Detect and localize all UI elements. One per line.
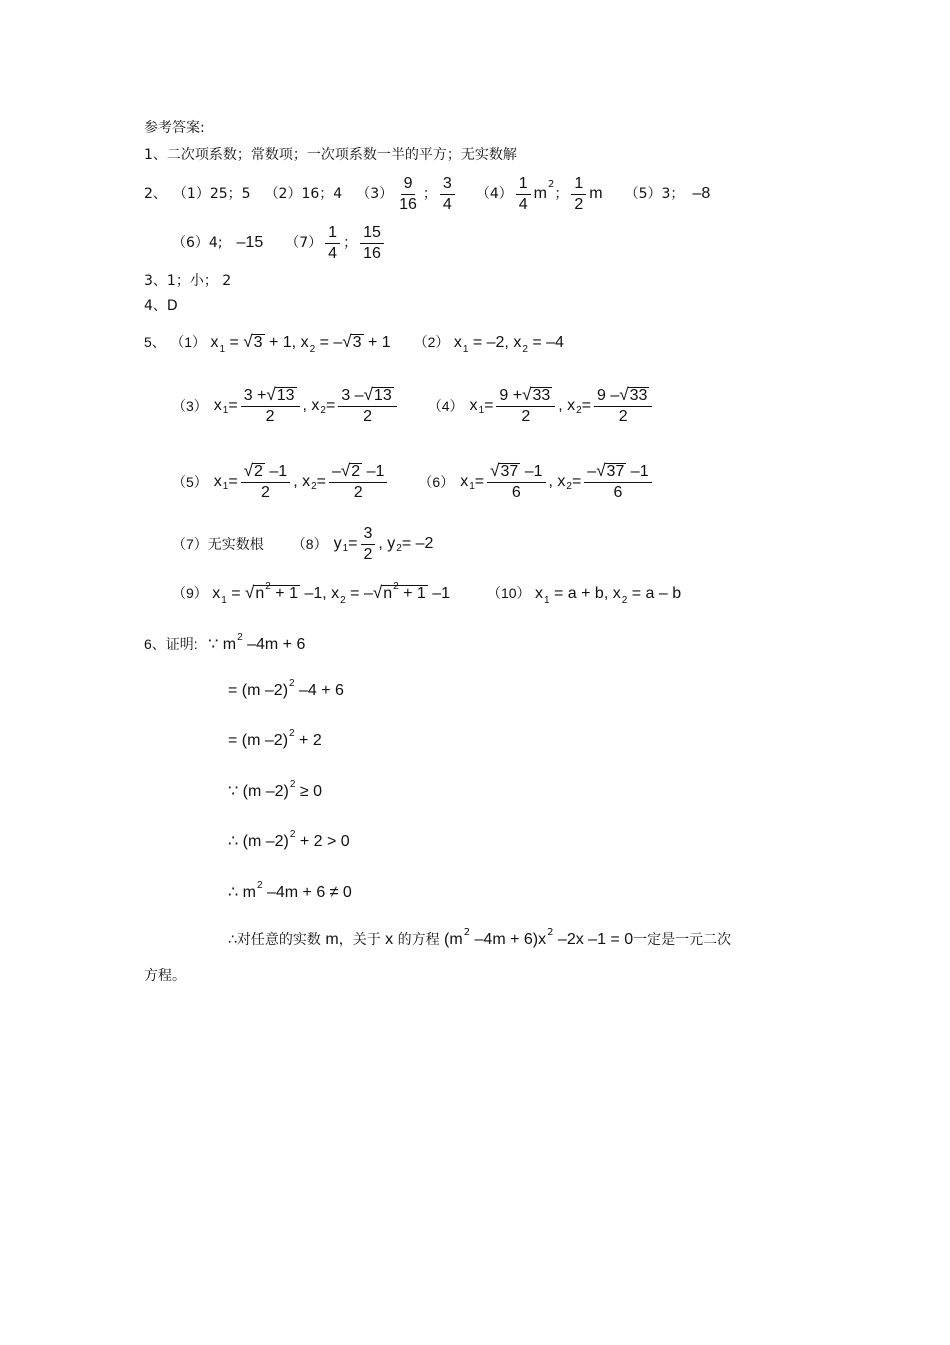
- expr: –4 + 6: [294, 682, 344, 699]
- separator: ；: [343, 235, 358, 251]
- fraction: $\frac{3 -√13}{2}$: [338, 385, 396, 427]
- variable: x: [213, 473, 222, 490]
- part-7: （7）: [285, 235, 323, 251]
- expr: , x: [548, 473, 566, 490]
- answer-text: 1；小； 2: [166, 273, 232, 289]
- item-number: 5、: [144, 334, 166, 350]
- part-2: （2）16；4: [264, 186, 343, 202]
- answer-5-row4: [172, 520, 433, 568]
- equals: =: [228, 397, 238, 414]
- subscript: 2: [396, 543, 402, 554]
- value: –8: [692, 185, 711, 202]
- expr: = a – b: [627, 585, 682, 602]
- expr: –2x –1 = 0: [553, 931, 634, 948]
- equals: =: [228, 473, 238, 490]
- proof-step-4: [228, 829, 350, 854]
- answer-2-row1: [144, 170, 710, 218]
- expr: + 2: [294, 732, 322, 749]
- sqrt-sign: √: [342, 332, 352, 351]
- subscript: 2: [566, 481, 572, 492]
- item-number: 2、: [144, 186, 167, 202]
- fraction: $\frac{15}{16}$: [360, 223, 384, 264]
- expr: , x: [302, 397, 320, 414]
- part-label: （4）: [427, 398, 464, 414]
- separator: ；: [422, 186, 437, 202]
- proof-step-1: [228, 678, 344, 703]
- subscript: 1: [469, 481, 475, 492]
- answer-5-row2: [172, 380, 655, 432]
- fraction: $\frac{9}{16}$: [399, 174, 417, 213]
- proof-step-3: [228, 779, 322, 804]
- proof-conclusion: [228, 927, 732, 952]
- answer-2-row2: [172, 219, 387, 267]
- subscript: 2: [311, 481, 317, 492]
- text: ，关于: [338, 932, 381, 948]
- answer-text: D: [166, 298, 178, 314]
- expr: + 1: [363, 334, 391, 351]
- exponent: 2: [547, 927, 554, 938]
- expr: –4m + 6: [242, 636, 306, 653]
- variable: x: [212, 585, 221, 602]
- variable: x: [213, 397, 222, 414]
- expr: = –: [345, 585, 373, 602]
- expr: (m: [439, 931, 463, 948]
- answer-4: [144, 296, 178, 316]
- answer-5-row3: [172, 456, 655, 508]
- part-label: （5）: [172, 474, 208, 490]
- variable: m: [320, 931, 339, 948]
- exponent: 2: [289, 678, 295, 689]
- expr: ∵ (m –2): [228, 783, 289, 800]
- variable: x: [210, 334, 219, 351]
- item-number: 6、证明:: [144, 636, 198, 652]
- answer-5-row5: [172, 583, 681, 606]
- fraction: $\frac{1}{4}$: [516, 174, 531, 215]
- subscript: 1: [478, 405, 485, 416]
- expr: ∵ m: [208, 636, 237, 653]
- fraction: $\frac{-√37 -1}{6}$: [584, 461, 651, 503]
- subscript: 2: [309, 344, 316, 355]
- equals: =: [581, 397, 592, 414]
- equals: =: [316, 473, 326, 490]
- answer-5-row1: [144, 332, 564, 355]
- answer-3: [144, 271, 231, 291]
- item-number: 1、: [144, 147, 167, 163]
- expr: + 2 > 0: [295, 833, 350, 850]
- part-5: （5）3；: [624, 186, 685, 202]
- subscript: 1: [543, 595, 550, 606]
- fraction: $\frac{√2 -1}{2}$: [241, 461, 291, 503]
- equals: =: [571, 473, 582, 490]
- part-label: （1）: [170, 334, 207, 350]
- exponent: 2: [289, 829, 296, 840]
- part-label: （8）: [291, 536, 328, 552]
- expr: , x: [558, 397, 576, 414]
- exponent: 2: [256, 880, 263, 891]
- exponent: 2: [463, 927, 471, 938]
- expr: = –2: [401, 535, 434, 552]
- text: ∴对任意的实数: [228, 932, 321, 948]
- part-label: （9）: [172, 585, 208, 601]
- subscript: 1: [221, 595, 227, 606]
- radicand: $n^2 + 1$: [255, 581, 298, 602]
- fraction: $\frac{1}{2}$: [571, 174, 586, 215]
- variable: x: [534, 585, 543, 602]
- equals: =: [226, 585, 246, 602]
- equals: =: [474, 473, 485, 490]
- variable: m: [589, 185, 603, 202]
- variable: x: [453, 334, 462, 351]
- fraction: $\frac{3}{4}$: [440, 174, 455, 215]
- variable: m: [533, 185, 547, 202]
- radicand: $n^2 + 1$: [383, 581, 426, 602]
- exponent: 2: [289, 728, 295, 739]
- fraction: $\frac{3 +√13}{2}$: [241, 385, 300, 427]
- part-label: （10）: [486, 585, 531, 601]
- exponent: 2: [289, 779, 296, 790]
- value: –15: [236, 234, 264, 251]
- subscript: 1: [222, 481, 229, 492]
- part-3: （3）: [356, 186, 394, 202]
- sqrt-sign: √: [372, 583, 383, 602]
- equals: =: [225, 334, 244, 351]
- fraction: $\frac{3}{2}$: [361, 524, 376, 565]
- expr: –4m + 6 ≠ 0: [262, 884, 352, 901]
- item-number: 3、: [144, 273, 167, 289]
- expr: = a + b, x: [549, 585, 621, 602]
- expr: = –: [315, 334, 343, 351]
- expr: –1, x: [300, 585, 340, 602]
- expr: ∴ (m –2): [228, 833, 289, 850]
- answer-title: 参考答案:: [144, 120, 205, 136]
- proof-conclusion-cont: 方程。: [144, 968, 186, 984]
- sqrt-sign: √: [245, 583, 255, 602]
- subscript: 2: [340, 595, 346, 606]
- variable: y: [333, 535, 342, 552]
- part-1: （1）25；5: [172, 186, 251, 202]
- expr: = (m –2): [228, 682, 289, 699]
- radicand: 3: [352, 334, 362, 351]
- fraction: $\frac{√37 -1}{6}$: [487, 461, 545, 503]
- expr: , x: [293, 473, 311, 490]
- fraction: $\frac{9 +√33}{2}$: [496, 385, 555, 427]
- equals: =: [325, 397, 336, 414]
- expr: + 1, x: [264, 334, 309, 351]
- part-4: （4）: [475, 186, 513, 202]
- subscript: 2: [522, 344, 528, 355]
- subscript: 1: [342, 543, 349, 554]
- expr: ≥ 0: [295, 783, 322, 800]
- sqrt-sign: √: [243, 332, 253, 351]
- separator: ；: [554, 186, 569, 202]
- text: 的方程: [397, 932, 440, 948]
- expr: –1: [427, 585, 451, 602]
- subscript: 2: [621, 595, 628, 606]
- fraction: $\frac{1}{4}$: [325, 223, 340, 264]
- text: 一定是一元二次: [633, 932, 732, 948]
- subscript: 1: [219, 344, 226, 355]
- exponent: 2: [237, 632, 243, 643]
- proof-step-2: [228, 728, 322, 753]
- expr: = –4: [527, 334, 564, 351]
- part-label: （3）: [172, 398, 208, 414]
- subscript: 1: [462, 344, 469, 355]
- exponent: 2: [547, 179, 555, 190]
- equals: =: [484, 397, 494, 414]
- part-label: （7）无实数根: [172, 536, 264, 552]
- answer-1: [144, 145, 517, 165]
- subscript: 1: [222, 405, 229, 416]
- subscript: 2: [576, 405, 582, 416]
- variable: x: [460, 473, 469, 490]
- fraction: $\frac{9 -√33}{2}$: [594, 385, 652, 427]
- expr: , y: [378, 535, 396, 552]
- expr: –4m + 6)x: [470, 931, 547, 948]
- answer-6-row0: [144, 634, 305, 657]
- answer-text: 二次项系数；常数项；一次项系数一半的平方；无实数解: [166, 147, 517, 163]
- part-label: （2）: [413, 334, 450, 350]
- subscript: 2: [320, 405, 326, 416]
- expr: ∴ m: [228, 884, 256, 901]
- radicand: 3: [253, 334, 263, 351]
- item-number: 4、: [144, 298, 167, 314]
- part-label: （6）: [418, 474, 455, 490]
- expr: = –2, x: [468, 334, 522, 351]
- proof-step-5: [228, 880, 352, 905]
- variable: x: [380, 931, 398, 948]
- fraction: $\frac{-√2 -1}{2}$: [329, 461, 387, 503]
- equals: =: [348, 535, 358, 552]
- expr: = (m –2): [228, 732, 289, 749]
- variable: x: [469, 397, 478, 414]
- part-6: （6）4;: [172, 235, 223, 251]
